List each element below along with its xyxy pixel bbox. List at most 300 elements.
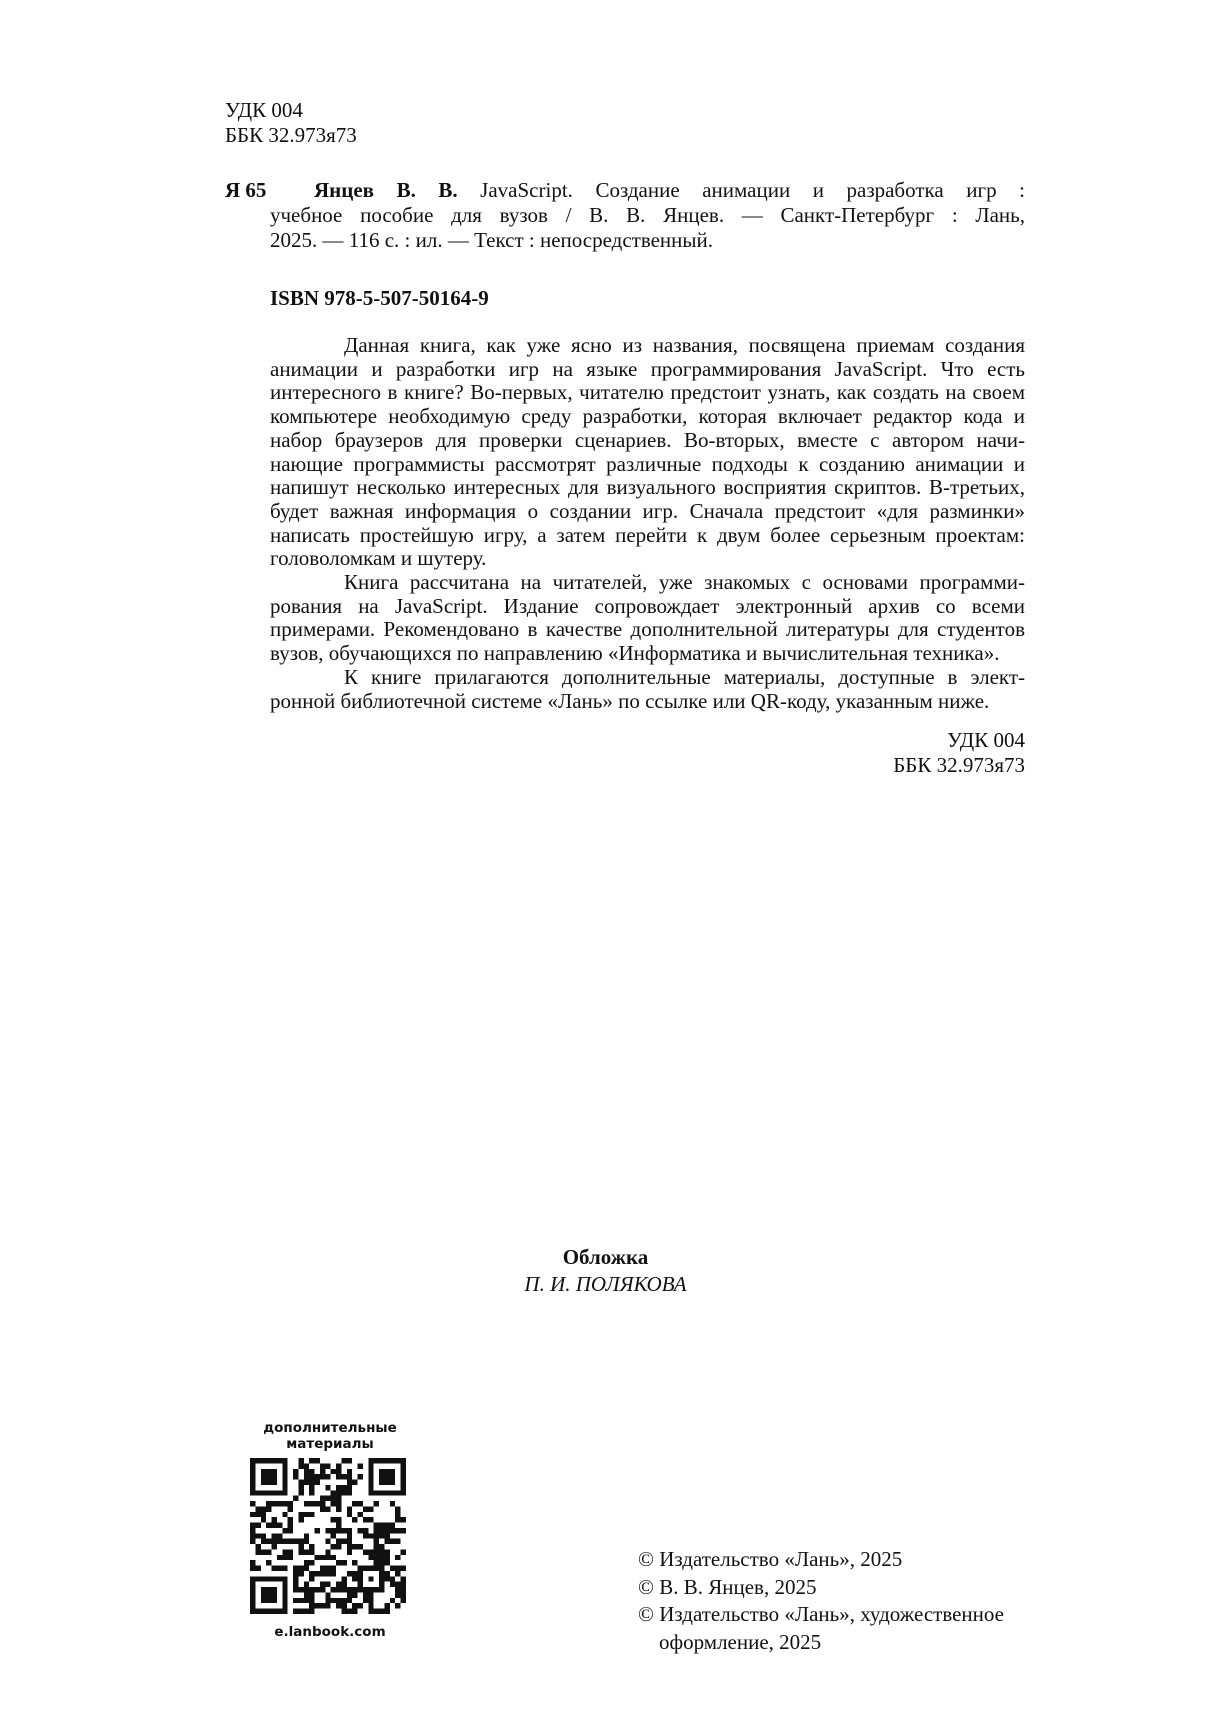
qr-module xyxy=(250,1598,255,1603)
qr-module xyxy=(336,1501,341,1506)
qr-module xyxy=(320,1469,325,1474)
udk-code: УДК 004 xyxy=(225,98,303,122)
header-classification-codes xyxy=(225,98,357,148)
qr-module xyxy=(401,1592,406,1597)
qr-module xyxy=(341,1609,346,1614)
qr-module xyxy=(293,1576,298,1581)
qr-caption-line-1: дополнительные xyxy=(263,1420,397,1436)
copyright-line: © Издательство «Лань», художественное xyxy=(638,1602,1004,1626)
qr-module xyxy=(379,1571,384,1576)
qr-module xyxy=(395,1512,400,1517)
qr-module xyxy=(255,1549,260,1554)
qr-module xyxy=(266,1474,271,1479)
bibliographic-title: JavaScript. Создание анимации и разработка игр : xyxy=(480,178,1025,202)
qr-module xyxy=(282,1474,287,1479)
qr-module xyxy=(347,1549,352,1554)
qr-module xyxy=(320,1587,325,1592)
qr-module xyxy=(379,1549,384,1554)
qr-module xyxy=(401,1587,406,1592)
qr-module xyxy=(266,1506,271,1511)
qr-module xyxy=(304,1549,309,1554)
qr-module xyxy=(331,1528,336,1533)
qr-module xyxy=(304,1539,309,1544)
qr-module xyxy=(298,1609,303,1614)
qr-module xyxy=(304,1533,309,1538)
qr-module xyxy=(309,1512,314,1517)
qr-module xyxy=(261,1512,266,1517)
qr-module xyxy=(347,1533,352,1538)
qr-module xyxy=(261,1539,266,1544)
qr-module xyxy=(277,1523,282,1528)
qr-module xyxy=(261,1506,266,1511)
qr-module xyxy=(255,1458,260,1463)
qr-module xyxy=(368,1609,373,1614)
qr-module xyxy=(352,1501,357,1506)
qr-module xyxy=(379,1523,384,1528)
qr-module xyxy=(298,1598,303,1603)
qr-module xyxy=(277,1501,282,1506)
qr-module xyxy=(250,1523,255,1528)
qr-module xyxy=(384,1549,389,1554)
qr-module xyxy=(304,1582,309,1587)
qr-module xyxy=(352,1560,357,1565)
qr-module xyxy=(272,1576,277,1581)
qr-module xyxy=(374,1549,379,1554)
qr-module xyxy=(309,1474,314,1479)
qr-module xyxy=(336,1463,341,1468)
qr-module xyxy=(336,1598,341,1603)
qr-module xyxy=(358,1582,363,1587)
qr-module xyxy=(347,1474,352,1479)
qr-module xyxy=(395,1490,400,1495)
qr-module xyxy=(379,1469,384,1474)
qr-module xyxy=(250,1485,255,1490)
qr-module xyxy=(363,1566,368,1571)
qr-module xyxy=(250,1533,255,1538)
qr-module xyxy=(395,1592,400,1597)
qr-module xyxy=(347,1480,352,1485)
author-index-mark: Я 65 xyxy=(225,178,267,202)
qr-module xyxy=(261,1576,266,1581)
qr-module xyxy=(304,1598,309,1603)
qr-module xyxy=(288,1528,293,1533)
qr-module xyxy=(266,1480,271,1485)
qr-module xyxy=(368,1490,373,1495)
qr-module xyxy=(368,1506,373,1511)
qr-module xyxy=(341,1598,346,1603)
qr-module xyxy=(261,1480,266,1485)
qr-module xyxy=(331,1587,336,1592)
qr-module xyxy=(309,1480,314,1485)
qr-module xyxy=(379,1528,384,1533)
qr-module xyxy=(374,1528,379,1533)
qr-module xyxy=(272,1609,277,1614)
qr-module xyxy=(368,1469,373,1474)
qr-module xyxy=(325,1496,330,1501)
qr-module xyxy=(368,1555,373,1560)
qr-module xyxy=(347,1571,352,1576)
qr-module xyxy=(390,1458,395,1463)
qr-module xyxy=(384,1458,389,1463)
qr-module xyxy=(304,1512,309,1517)
qr-module xyxy=(325,1582,330,1587)
qr-module xyxy=(309,1490,314,1495)
qr-module xyxy=(282,1603,287,1608)
qr-module xyxy=(368,1603,373,1608)
qr-module xyxy=(315,1501,320,1506)
qr-module xyxy=(363,1587,368,1592)
qr-module xyxy=(298,1480,303,1485)
qr-module xyxy=(250,1490,255,1495)
qr-module xyxy=(395,1506,400,1511)
annotation-line: примерами. Рекомендовано в качестве дополнительной литературы для студентов xyxy=(270,617,1025,642)
qr-module xyxy=(374,1555,379,1560)
qr-module xyxy=(261,1533,266,1538)
bibliographic-record xyxy=(270,178,1025,253)
qr-module xyxy=(368,1474,373,1479)
qr-module xyxy=(368,1592,373,1597)
qr-module xyxy=(352,1517,357,1522)
qr-module xyxy=(336,1496,341,1501)
qr-module xyxy=(325,1598,330,1603)
udk-code-right: УДК 004 xyxy=(947,728,1025,752)
qr-module xyxy=(341,1560,346,1565)
qr-module xyxy=(272,1587,277,1592)
qr-module xyxy=(250,1463,255,1468)
qr-module xyxy=(282,1592,287,1597)
qr-module xyxy=(288,1549,293,1554)
qr-module xyxy=(390,1576,395,1581)
qr-module xyxy=(347,1544,352,1549)
qr-module xyxy=(341,1458,346,1463)
qr-module xyxy=(325,1549,330,1554)
qr-module xyxy=(250,1576,255,1581)
qr-module xyxy=(341,1485,346,1490)
qr-module xyxy=(255,1506,260,1511)
qr-module xyxy=(315,1587,320,1592)
qr-module xyxy=(347,1598,352,1603)
qr-module xyxy=(272,1480,277,1485)
qr-module xyxy=(401,1485,406,1490)
qr-module xyxy=(336,1490,341,1495)
qr-module xyxy=(379,1544,384,1549)
qr-module xyxy=(255,1512,260,1517)
annotation-line: напишут несколько интересных для визуального восприятия скриптов. В-третьих, xyxy=(270,475,1025,500)
qr-module xyxy=(401,1458,406,1463)
qr-module xyxy=(315,1603,320,1608)
qr-module xyxy=(298,1490,303,1495)
annotation-line: рования на JavaScript. Издание сопровождает электронный архив со всеми xyxy=(270,593,1025,618)
qr-module xyxy=(288,1517,293,1522)
qr-module xyxy=(325,1539,330,1544)
qr-module xyxy=(282,1566,287,1571)
qr-module xyxy=(293,1582,298,1587)
qr-module xyxy=(358,1474,363,1479)
qr-module xyxy=(298,1517,303,1522)
qr-module xyxy=(331,1598,336,1603)
qr-module xyxy=(352,1609,357,1614)
qr-module xyxy=(325,1603,330,1608)
copyright-block xyxy=(638,1546,1004,1656)
qr-module xyxy=(395,1528,400,1533)
qr-module xyxy=(325,1485,330,1490)
qr-module xyxy=(379,1576,384,1581)
qr-module xyxy=(266,1609,271,1614)
copyright-line: © Издательство «Лань», 2025 xyxy=(638,1547,903,1571)
qr-module xyxy=(358,1603,363,1608)
qr-module xyxy=(272,1544,277,1549)
qr-module xyxy=(368,1576,373,1581)
qr-module xyxy=(293,1609,298,1614)
annotation-line: Книга рассчитана на читателей, уже знакомых с основами программи- xyxy=(344,570,1025,595)
qr-module xyxy=(336,1539,341,1544)
qr-module xyxy=(331,1501,336,1506)
annotation-line: будет важная информация о создании игр. Сначала предстоит «для разминки» xyxy=(270,498,1025,523)
qr-module xyxy=(266,1501,271,1506)
qr-module xyxy=(390,1480,395,1485)
qr-module xyxy=(358,1512,363,1517)
qr-module xyxy=(384,1523,389,1528)
qr-module xyxy=(304,1501,309,1506)
qr-module xyxy=(395,1517,400,1522)
qr-module xyxy=(309,1571,314,1576)
qr-module xyxy=(272,1458,277,1463)
qr-module xyxy=(368,1480,373,1485)
qr-module xyxy=(261,1549,266,1554)
qr-module xyxy=(325,1592,330,1597)
annotation-line: анимации и разработки игр на языке программирования JavaScript. Что есть xyxy=(270,356,1025,381)
qr-module xyxy=(277,1458,282,1463)
bibliographic-line-1 xyxy=(270,178,1025,203)
qr-module xyxy=(390,1469,395,1474)
qr-module xyxy=(304,1609,309,1614)
qr-module xyxy=(336,1523,341,1528)
qr-module xyxy=(331,1517,336,1522)
qr-module xyxy=(390,1528,395,1533)
qr-module xyxy=(331,1555,336,1560)
qr-module xyxy=(261,1609,266,1614)
qr-module xyxy=(358,1463,363,1468)
qr-module xyxy=(293,1587,298,1592)
qr-module xyxy=(331,1544,336,1549)
qr-module xyxy=(379,1555,384,1560)
qr-module xyxy=(325,1566,330,1571)
qr-module xyxy=(266,1598,271,1603)
qr-module xyxy=(272,1539,277,1544)
qr-module xyxy=(401,1480,406,1485)
qr-module xyxy=(298,1544,303,1549)
qr-module xyxy=(379,1560,384,1565)
qr-module xyxy=(261,1474,266,1479)
qr-module xyxy=(309,1609,314,1614)
qr-module xyxy=(272,1533,277,1538)
qr-module xyxy=(390,1490,395,1495)
qr-module xyxy=(293,1496,298,1501)
qr-module xyxy=(341,1603,346,1608)
qr-module xyxy=(277,1533,282,1538)
qr-module xyxy=(347,1458,352,1463)
qr-module xyxy=(384,1560,389,1565)
qr-module xyxy=(261,1458,266,1463)
qr-module xyxy=(309,1592,314,1597)
qr-module xyxy=(250,1458,255,1463)
qr-module xyxy=(250,1560,255,1565)
qr-module xyxy=(320,1571,325,1576)
qr-module xyxy=(374,1501,379,1506)
qr-module xyxy=(320,1474,325,1479)
qr-module xyxy=(298,1571,303,1576)
qr-module xyxy=(298,1587,303,1592)
qr-module xyxy=(336,1517,341,1522)
qr-module xyxy=(298,1512,303,1517)
qr-module xyxy=(298,1485,303,1490)
qr-module xyxy=(336,1544,341,1549)
qr-module xyxy=(315,1474,320,1479)
qr-module xyxy=(315,1480,320,1485)
qr-module xyxy=(363,1598,368,1603)
qr-caption xyxy=(250,1420,410,1452)
qr-module xyxy=(266,1523,271,1528)
qr-module xyxy=(358,1544,363,1549)
qr-module xyxy=(266,1576,271,1581)
qr-module xyxy=(250,1603,255,1608)
qr-module xyxy=(325,1571,330,1576)
qr-module xyxy=(384,1528,389,1533)
cover-designer-name: П. И. ПОЛЯКОВА xyxy=(524,1272,687,1296)
qr-module xyxy=(261,1517,266,1522)
qr-module xyxy=(384,1474,389,1479)
qr-module xyxy=(363,1592,368,1597)
qr-module xyxy=(282,1463,287,1468)
qr-module xyxy=(401,1463,406,1468)
qr-module xyxy=(304,1469,309,1474)
qr-module xyxy=(347,1539,352,1544)
qr-module xyxy=(331,1566,336,1571)
qr-module xyxy=(282,1501,287,1506)
qr-url[interactable]: e.lanbook.com xyxy=(274,1624,386,1640)
qr-module xyxy=(341,1490,346,1495)
qr-module xyxy=(282,1469,287,1474)
qr-module xyxy=(266,1560,271,1565)
qr-module xyxy=(347,1528,352,1533)
qr-module xyxy=(255,1523,260,1528)
qr-module xyxy=(331,1496,336,1501)
annotation-line: головоломкам и шутеру. xyxy=(270,546,487,571)
qr-module xyxy=(320,1603,325,1608)
qr-module xyxy=(347,1592,352,1597)
qr-module xyxy=(309,1603,314,1608)
annotation-line: компьютере необходимую среду разработки, которая включает редактор кода и xyxy=(270,404,1025,429)
qr-module xyxy=(298,1549,303,1554)
qr-module xyxy=(266,1587,271,1592)
qr-module xyxy=(298,1539,303,1544)
qr-module xyxy=(358,1576,363,1581)
qr-module xyxy=(293,1474,298,1479)
qr-module xyxy=(384,1480,389,1485)
copyright-line: © В. В. Янцев, 2025 xyxy=(638,1574,817,1599)
qr-module xyxy=(293,1571,298,1576)
qr-module xyxy=(401,1528,406,1533)
qr-module xyxy=(401,1549,406,1554)
qr-module xyxy=(272,1566,277,1571)
qr-module xyxy=(401,1474,406,1479)
qr-module xyxy=(352,1544,357,1549)
qr-module xyxy=(282,1549,287,1554)
bibliographic-line-3: 2025. — 116 с. : ил. — Текст : непосредственный. xyxy=(270,228,714,252)
qr-module xyxy=(352,1571,357,1576)
qr-module xyxy=(390,1582,395,1587)
qr-module xyxy=(250,1609,255,1614)
qr-module xyxy=(277,1555,282,1560)
qr-module xyxy=(309,1598,314,1603)
qr-module xyxy=(379,1566,384,1571)
qr-module xyxy=(384,1603,389,1608)
qr-module xyxy=(282,1528,287,1533)
qr-module xyxy=(298,1566,303,1571)
qr-module xyxy=(384,1469,389,1474)
qr-module xyxy=(261,1592,266,1597)
qr-module xyxy=(374,1539,379,1544)
qr-module xyxy=(341,1576,346,1581)
qr-module xyxy=(390,1523,395,1528)
copyright-line: оформление, 2025 xyxy=(659,1629,822,1654)
qr-module xyxy=(266,1458,271,1463)
qr-module xyxy=(272,1501,277,1506)
qr-module xyxy=(358,1566,363,1571)
qr-module xyxy=(401,1582,406,1587)
qr-module xyxy=(255,1566,260,1571)
qr-module xyxy=(384,1533,389,1538)
qr-module xyxy=(282,1512,287,1517)
qr-code[interactable] xyxy=(250,1458,406,1614)
qr-module xyxy=(379,1533,384,1538)
qr-module xyxy=(293,1598,298,1603)
qr-module xyxy=(282,1480,287,1485)
qr-module xyxy=(309,1544,314,1549)
qr-module xyxy=(395,1587,400,1592)
qr-module xyxy=(277,1566,282,1571)
qr-module xyxy=(395,1603,400,1608)
qr-module xyxy=(266,1539,271,1544)
qr-module xyxy=(368,1549,373,1554)
qr-module xyxy=(250,1512,255,1517)
qr-module xyxy=(320,1463,325,1468)
qr-module xyxy=(288,1501,293,1506)
qr-module xyxy=(395,1555,400,1560)
qr-module xyxy=(336,1560,341,1565)
qr-module xyxy=(255,1609,260,1614)
qr-module xyxy=(374,1566,379,1571)
qr-module xyxy=(304,1592,309,1597)
qr-module xyxy=(250,1480,255,1485)
qr-module xyxy=(384,1571,389,1576)
qr-module xyxy=(336,1485,341,1490)
qr-module xyxy=(401,1576,406,1581)
qr-module xyxy=(384,1576,389,1581)
annotation-line: Данная книга, как уже ясно из названия, посвящена приемам создания xyxy=(344,333,1025,357)
qr-module xyxy=(395,1582,400,1587)
qr-module xyxy=(309,1485,314,1490)
qr-module xyxy=(347,1506,352,1511)
annotation-line: написать простейшую игру, а затем перейти к двум более серьезным проектам: xyxy=(270,522,1025,547)
qr-module xyxy=(288,1555,293,1560)
qr-module xyxy=(336,1582,341,1587)
qr-module xyxy=(282,1555,287,1560)
qr-module xyxy=(250,1539,255,1544)
qr-module xyxy=(379,1480,384,1485)
qr-module xyxy=(379,1490,384,1495)
qr-module xyxy=(325,1474,330,1479)
